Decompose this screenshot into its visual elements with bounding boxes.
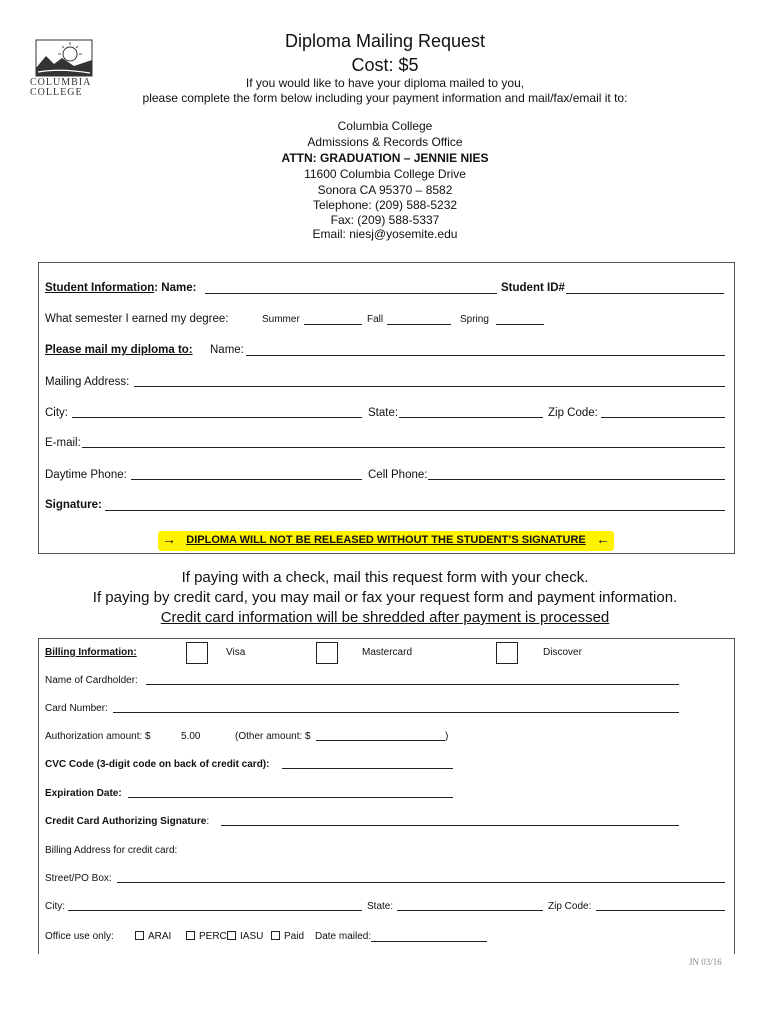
city-field[interactable]: [72, 417, 362, 418]
spring-field[interactable]: [496, 324, 544, 325]
billing-zip-field[interactable]: [596, 910, 725, 911]
billing-city-label: City:: [45, 901, 65, 912]
perc-checkbox-icon: [186, 931, 195, 940]
street-field[interactable]: [117, 882, 725, 883]
other-amount-field[interactable]: [316, 740, 445, 741]
paid-checkbox-icon: [271, 931, 280, 940]
form-code: JN 03/16: [689, 957, 722, 967]
fall-label: Fall: [367, 314, 384, 325]
card-number-label: Card Number:: [45, 703, 108, 714]
card-number-field[interactable]: [113, 712, 679, 713]
cvc-label: CVC Code (3-digit code on back of credit card):: [45, 759, 270, 770]
state-label: State:: [368, 407, 399, 419]
zip-field[interactable]: [601, 417, 725, 418]
signature-label: Signature:: [45, 499, 102, 511]
logo-text: COLUMBIA COLLEGE: [30, 77, 92, 98]
payment-msg-shredded: Credit card information will be shredded after payment is processed: [160, 609, 610, 626]
student-name-field[interactable]: [205, 293, 497, 294]
page-title: Diploma Mailing Request: [284, 31, 486, 51]
email-label: E-mail:: [45, 437, 81, 449]
visa-label: Visa: [226, 647, 246, 658]
mail-to-label: Please mail my diploma to:: [45, 344, 193, 356]
office-paid[interactable]: Paid: [271, 930, 304, 943]
fall-field[interactable]: [387, 324, 451, 325]
city-label: City:: [45, 407, 68, 419]
office-perc[interactable]: PERC: [186, 930, 227, 943]
address-line: 11600 Columbia College Drive: [304, 167, 466, 181]
cvc-field[interactable]: [282, 768, 453, 769]
student-id-field[interactable]: [566, 293, 724, 294]
cardholder-field[interactable]: [146, 684, 679, 685]
billing-zip-label: Zip Code:: [548, 901, 592, 912]
semester-label: What semester I earned my degree:: [45, 313, 229, 325]
address-line: Columbia College: [337, 119, 433, 133]
other-amount-close: ): [445, 731, 449, 742]
authorization-amount: 5.00: [181, 731, 201, 742]
cardholder-label: Name of Cardholder:: [45, 675, 138, 686]
mail-name-field[interactable]: [246, 355, 725, 356]
payment-msg-credit: If paying by credit card, you may mail or fax your request form and payment information.: [92, 589, 678, 606]
email-address: Email: niesj@yosemite.edu: [312, 227, 458, 241]
signature-warning-text: DIPLOMA WILL NOT BE RELEASED WITHOUT THE STUDENT’S SIGNATURE: [186, 534, 586, 546]
arrow-left-icon: ←: [596, 531, 610, 547]
spring-label: Spring: [460, 314, 489, 325]
student-id-label: Student ID#: [501, 282, 565, 294]
visa-checkbox[interactable]: [186, 642, 208, 664]
mailing-address-field[interactable]: [134, 386, 725, 387]
telephone: Telephone: (209) 588-5232: [312, 198, 458, 212]
instruction-line-1: If you would like to have your diploma mailed to you,: [245, 76, 525, 90]
signature-field[interactable]: [105, 510, 725, 511]
billing-info-label: Billing Information:: [45, 647, 137, 658]
date-mailed-field[interactable]: [371, 941, 487, 942]
arrow-right-icon: →: [162, 531, 176, 547]
mastercard-checkbox[interactable]: [316, 642, 338, 664]
address-attn: ATTN: GRADUATION – JENNIE NIES: [281, 151, 489, 165]
expiration-field[interactable]: [128, 797, 453, 798]
cell-phone-field[interactable]: [428, 479, 725, 480]
zip-label: Zip Code:: [548, 407, 598, 419]
expiration-label: Expiration Date:: [45, 788, 122, 799]
cc-signature-field[interactable]: [221, 825, 679, 826]
discover-label: Discover: [543, 647, 582, 658]
billing-state-field[interactable]: [397, 910, 543, 911]
payment-msg-check: If paying with a check, mail this request form with your check.: [181, 569, 589, 586]
office-use-label: Office use only:: [45, 931, 114, 942]
summer-field[interactable]: [304, 324, 362, 325]
office-iasu[interactable]: IASU: [227, 930, 263, 943]
discover-checkbox[interactable]: [496, 642, 518, 664]
office-arai[interactable]: ARAI: [135, 930, 171, 943]
cc-signature-label: Credit Card Authorizing Signature:: [45, 816, 210, 827]
instruction-line-2: please complete the form below including your payment information and mail/fax/email it to:: [142, 91, 628, 105]
mastercard-label: Mastercard: [362, 647, 413, 658]
mailing-address-label: Mailing Address:: [45, 376, 130, 388]
billing-address-label: Billing Address for credit card:: [45, 845, 178, 856]
daytime-phone-field[interactable]: [131, 479, 362, 480]
date-mailed-label: Date mailed:: [315, 931, 372, 942]
street-label: Street/PO Box:: [45, 873, 112, 884]
address-line: Admissions & Records Office: [307, 135, 463, 149]
billing-city-field[interactable]: [68, 910, 362, 911]
arai-checkbox-icon: [135, 931, 144, 940]
daytime-phone-label: Daytime Phone:: [45, 469, 127, 481]
other-amount-label: (Other amount: $: [235, 731, 311, 742]
address-line: Sonora CA 95370 – 8582: [317, 183, 453, 197]
billing-state-label: State:: [367, 901, 394, 912]
summer-label: Summer: [262, 314, 300, 325]
email-field[interactable]: [82, 447, 725, 448]
authorization-label: Authorization amount: $: [45, 731, 151, 742]
state-field[interactable]: [399, 417, 543, 418]
iasu-checkbox-icon: [227, 931, 236, 940]
fax: Fax: (209) 588-5337: [330, 213, 440, 227]
signature-warning-banner: [158, 531, 614, 551]
cell-phone-label: Cell Phone:: [368, 469, 428, 481]
cost-label: Cost: $5: [351, 55, 419, 75]
mail-name-label: Name:: [210, 344, 244, 356]
student-info-label: Student Information: Name:: [45, 282, 197, 294]
